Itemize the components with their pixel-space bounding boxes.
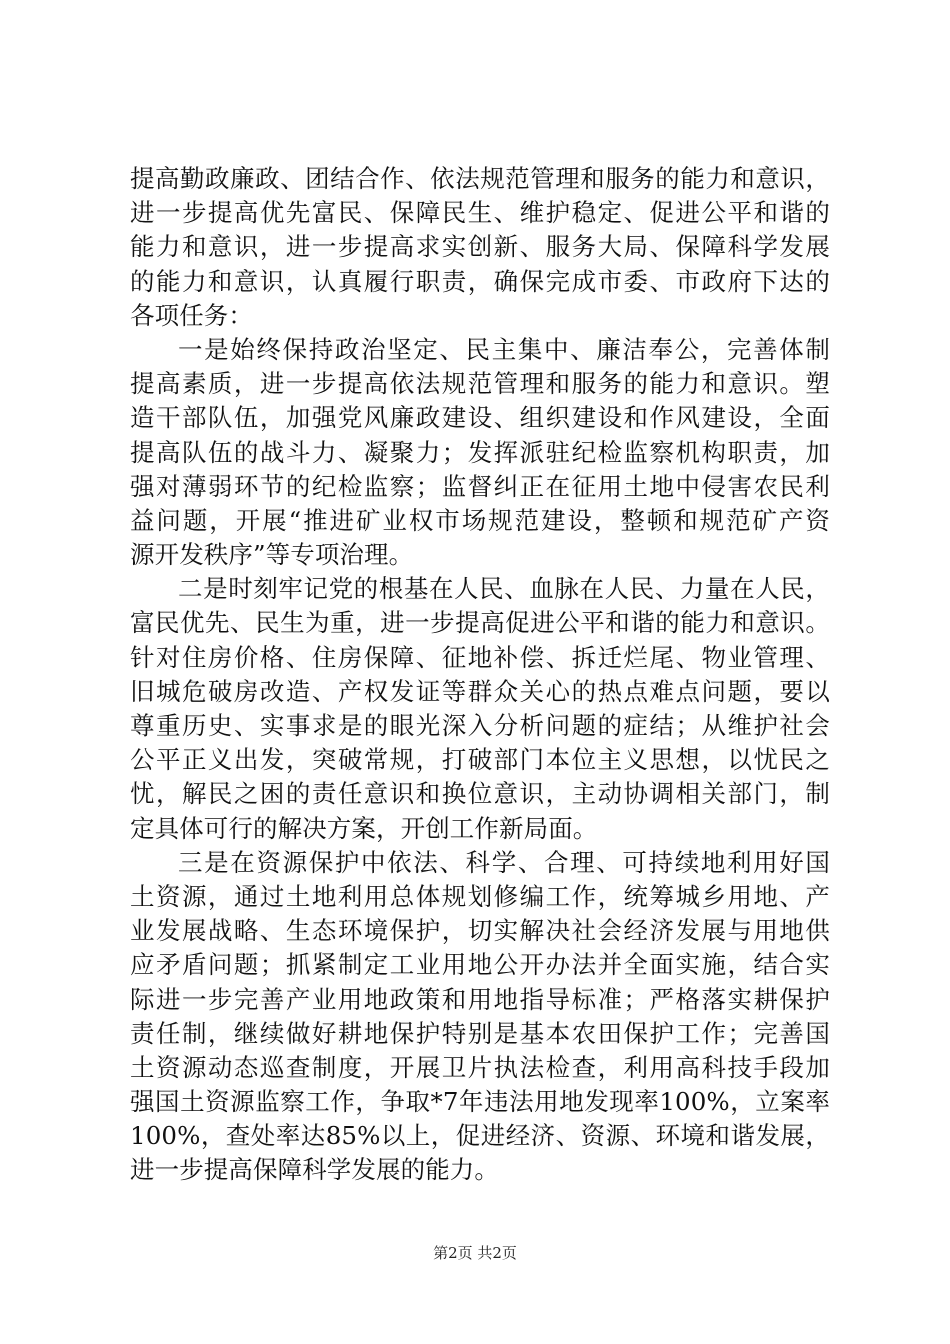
text-line: 源开发秩序”等专项治理。	[130, 540, 414, 570]
text-line: 进一步提高保障科学发展的能力。	[130, 1155, 499, 1185]
text-line: 针对住房价格、住房保障、征地补偿、拆迁烂尾、物业管理、	[130, 642, 830, 672]
text-line: 土资源，通过土地利用总体规划修编工作，统筹城乡用地、产	[130, 881, 830, 911]
document-body	[130, 162, 830, 1188]
text-line: 100%，查处率达85%以上，促进经济、资源、环境和谐发展，	[130, 1121, 830, 1151]
text-line: 各项任务：	[130, 300, 253, 330]
text-line: 提高勤政廉政、团结合作、依法规范管理和服务的能力和意识，	[130, 164, 830, 193]
text-line: 强对薄弱环节的纪检监察；监督纠正在征用土地中侵害农民利	[130, 471, 830, 501]
text-line: 的能力和意识，认真履行职责，确保完成市委、市政府下达的	[130, 266, 830, 296]
paragraph-1-first-line: 一是始终保持政治坚定、民主集中、廉洁奉公，完善体制	[178, 334, 830, 364]
text-line: 造干部队伍，加强党风廉政建设、组织建设和作风建设，全面	[130, 403, 830, 433]
text-line: 尊重历史、实事求是的眼光深入分析问题的症结；从维护社会	[130, 711, 830, 740]
page-number-footer: 第2页 共2页	[433, 1244, 517, 1262]
paragraph-2-first-line: 二是时刻牢记党的根基在人民、血脉在人民、力量在人民，	[178, 574, 830, 604]
text-line: 强国土资源监察工作，争取*7年违法用地发现率100%，立案率	[130, 1087, 830, 1117]
text-line: 业发展战略、生态环境保护，切实解决社会经济发展与用地供	[130, 916, 830, 946]
text-line: 定具体可行的解决方案，开创工作新局面。	[130, 813, 598, 843]
text-line: 进一步提高优先富民、保障民生、维护稳定、促进公平和谐的	[130, 198, 830, 228]
text-line: 应矛盾问题；抓紧制定工业用地公开办法并全面实施，结合实	[130, 950, 830, 980]
text-line: 富民优先、民生为重，进一步提高促进公平和谐的能力和意识。	[130, 608, 830, 638]
text-line: 忧，解民之困的责任意识和换位意识，主动协调相关部门，制	[130, 779, 830, 809]
text-line: 土资源动态巡查制度，开展卫片执法检查，利用高科技手段加	[130, 1052, 830, 1082]
text-line: 益问题，开展“推进矿业权市场规范建设，整顿和规范矿产资	[130, 505, 830, 535]
text-line: 提高素质，进一步提高依法规范管理和服务的能力和意识。塑	[130, 369, 830, 399]
text-line: 提高队伍的战斗力、凝聚力；发挥派驻纪检监察机构职责，加	[130, 437, 830, 467]
text-line: 责任制，继续做好耕地保护特别是基本农田保护工作；完善国	[130, 1018, 830, 1048]
text-line: 旧城危破房改造、产权发证等群众关心的热点难点问题，要以	[130, 676, 830, 706]
text-line: 能力和意识，进一步提高求实创新、服务大局、保障科学发展	[130, 232, 830, 262]
paragraph-3-first-line: 三是在资源保护中依法、科学、合理、可持续地利用好国	[178, 847, 830, 877]
text-line: 公平正义出发，突破常规，打破部门本位主义思想，以忧民之	[130, 745, 830, 775]
text-line: 际进一步完善产业用地政策和用地指导标准；严格落实耕保护	[130, 984, 830, 1014]
